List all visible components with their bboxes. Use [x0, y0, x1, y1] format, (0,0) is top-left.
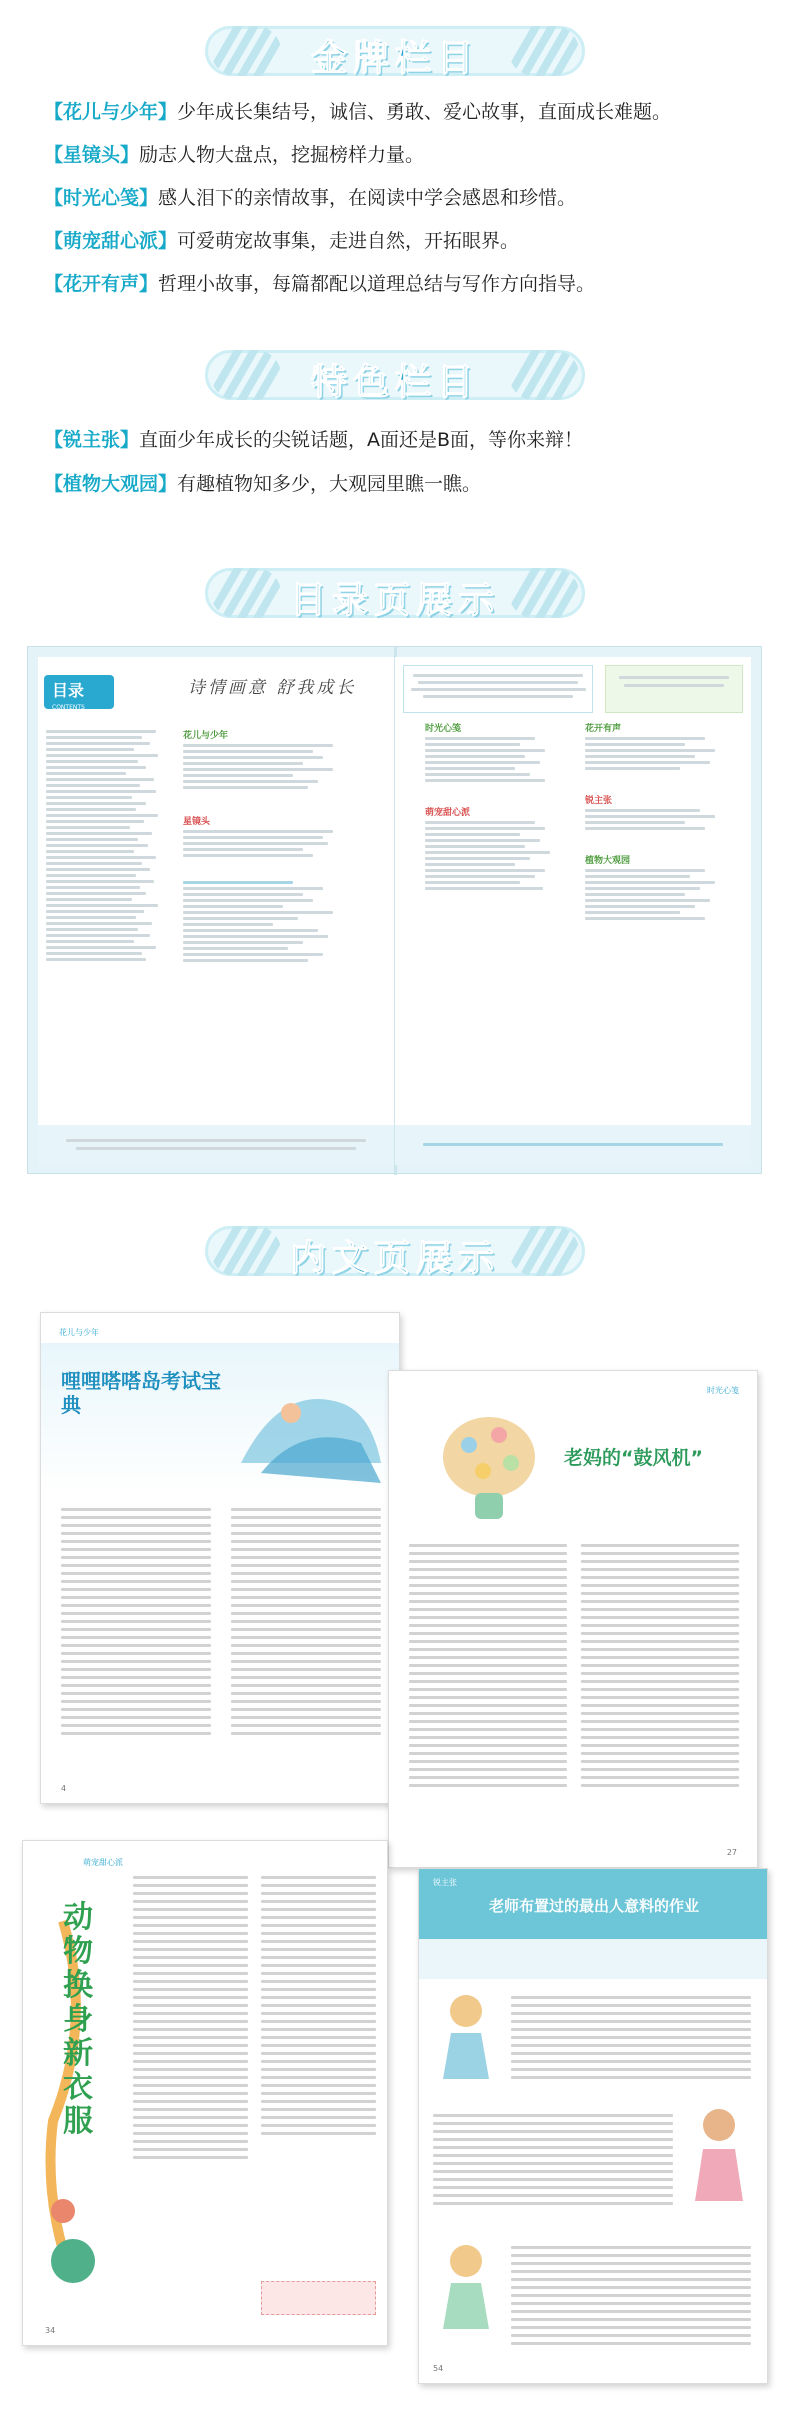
- toc-list-right-1: [425, 725, 565, 893]
- content-page-4: [418, 1868, 768, 2384]
- article-body: [409, 1539, 567, 1792]
- toc-footer-right: [395, 1125, 751, 1165]
- column-tag: 【花开有声】: [44, 273, 159, 295]
- column-tag: 【花儿与少年】: [44, 101, 178, 123]
- toc-column-heading: 萌宠甜心派: [425, 808, 471, 818]
- toc-calligraphy: 诗情画意 舒我成长: [188, 678, 357, 698]
- article-body: [231, 1503, 381, 1740]
- article-body: [261, 1871, 376, 2140]
- section-title-content: 内文页展示: [289, 1238, 500, 1279]
- toc-column-heading: 花开有声: [585, 724, 622, 734]
- article-body: [133, 1871, 248, 2164]
- page-number: 34: [45, 2326, 56, 2335]
- toc-column-heading: 锐主张: [585, 796, 613, 806]
- column-desc: 有趣植物知多少，大观园里瞧一瞧。: [177, 473, 482, 495]
- toc-list-right-2: [585, 725, 745, 923]
- section-title-toc: 目录页展示: [289, 580, 500, 621]
- article-body: [433, 2109, 673, 2210]
- column-desc: 直面少年成长的尖锐话题，A面还是B面，等你来辩！: [139, 429, 584, 451]
- toc-label-badge: [44, 675, 114, 709]
- masthead-block: [46, 727, 171, 964]
- gold-column-1: [44, 98, 760, 126]
- toc-column-heading: 时光心笺: [425, 724, 462, 734]
- section-title-gold: 金牌栏目: [310, 38, 479, 79]
- toc-column-heading: 花儿与少年: [183, 731, 229, 741]
- column-tag: 【时光心笺】: [44, 187, 159, 209]
- page-number: 4: [61, 1784, 67, 1793]
- article-body: [581, 1539, 739, 1792]
- page-illustration: [429, 1405, 549, 1525]
- special-column-1: [44, 426, 760, 454]
- page-illustration: [431, 1989, 501, 2079]
- page-number: 54: [433, 2364, 444, 2373]
- article-title: 哩哩嗒嗒岛考试宝典: [61, 1369, 221, 1417]
- toc-column-heading: 植物大观园: [585, 856, 631, 866]
- article-title: 动物换身新衣服: [63, 1900, 93, 2139]
- section-banner-toc: [205, 560, 585, 624]
- column-tag: 【锐主张】: [44, 429, 140, 451]
- page-illustration: [431, 2239, 501, 2329]
- toc-award-box: [605, 665, 743, 713]
- toc-spread-image: [27, 646, 762, 1174]
- section-banner-special: [205, 342, 585, 406]
- column-desc: 励志人物大盘点，挖掘榜样力量。: [139, 144, 425, 166]
- section-title-special: 特色栏目: [310, 362, 479, 403]
- page-illustration: [41, 1343, 400, 1493]
- section-banner-gold: [205, 18, 585, 82]
- toc-sublabel: CONTENTS: [52, 704, 85, 711]
- toc-left-page: [38, 657, 394, 1165]
- article-body: [511, 1991, 751, 2084]
- toc-list-left: [183, 732, 383, 965]
- content-page-3: [22, 1840, 388, 2346]
- column-desc: 可爱萌宠故事集，走进自然，开拓眼界。: [177, 230, 520, 252]
- column-tag: 【植物大观园】: [44, 473, 178, 495]
- gold-column-2: [44, 141, 760, 169]
- page-header: 锐主张: [433, 1878, 457, 1887]
- toc-footer-left: [38, 1125, 394, 1165]
- gold-column-5: [44, 270, 760, 298]
- column-desc: 少年成长集结号，诚信、勇敢、爱心故事，直面成长难题。: [177, 101, 672, 123]
- page-number: 27: [726, 1848, 737, 1857]
- article-body: [511, 2241, 751, 2350]
- page-header: 花儿与少年: [59, 1328, 99, 1337]
- column-desc: 哲理小故事，每篇都配以道理总结与写作方向指导。: [158, 273, 596, 295]
- toc-right-page: [395, 657, 751, 1165]
- gold-column-3: [44, 184, 760, 212]
- toc-column-heading: 星镜头: [183, 817, 211, 827]
- article-title: 老师布置过的最出人意料的作业: [488, 1897, 699, 1915]
- column-tag: 【星镜头】: [44, 144, 140, 166]
- section-banner-content: [205, 1218, 585, 1282]
- toc-label: 目录: [52, 681, 85, 700]
- content-page-2: [388, 1370, 758, 1868]
- article-body: [61, 1503, 211, 1740]
- toc-notice-box: [403, 665, 593, 713]
- special-column-2: [44, 470, 760, 498]
- page-header: 萌宠甜心派: [83, 1858, 123, 1867]
- column-tag: 【萌宠甜心派】: [44, 230, 178, 252]
- tip-box: [261, 2281, 376, 2315]
- page-header: 时光心笺: [707, 1386, 739, 1395]
- page-header-band: [419, 1869, 768, 1939]
- column-desc: 感人泪下的亲情故事，在阅读中学会感恩和珍惜。: [158, 187, 577, 209]
- gold-column-4: [44, 227, 760, 255]
- article-title: 老妈的“鼓风机”: [564, 1447, 703, 1469]
- content-page-1: [40, 1312, 400, 1804]
- page-illustration: [681, 2101, 757, 2201]
